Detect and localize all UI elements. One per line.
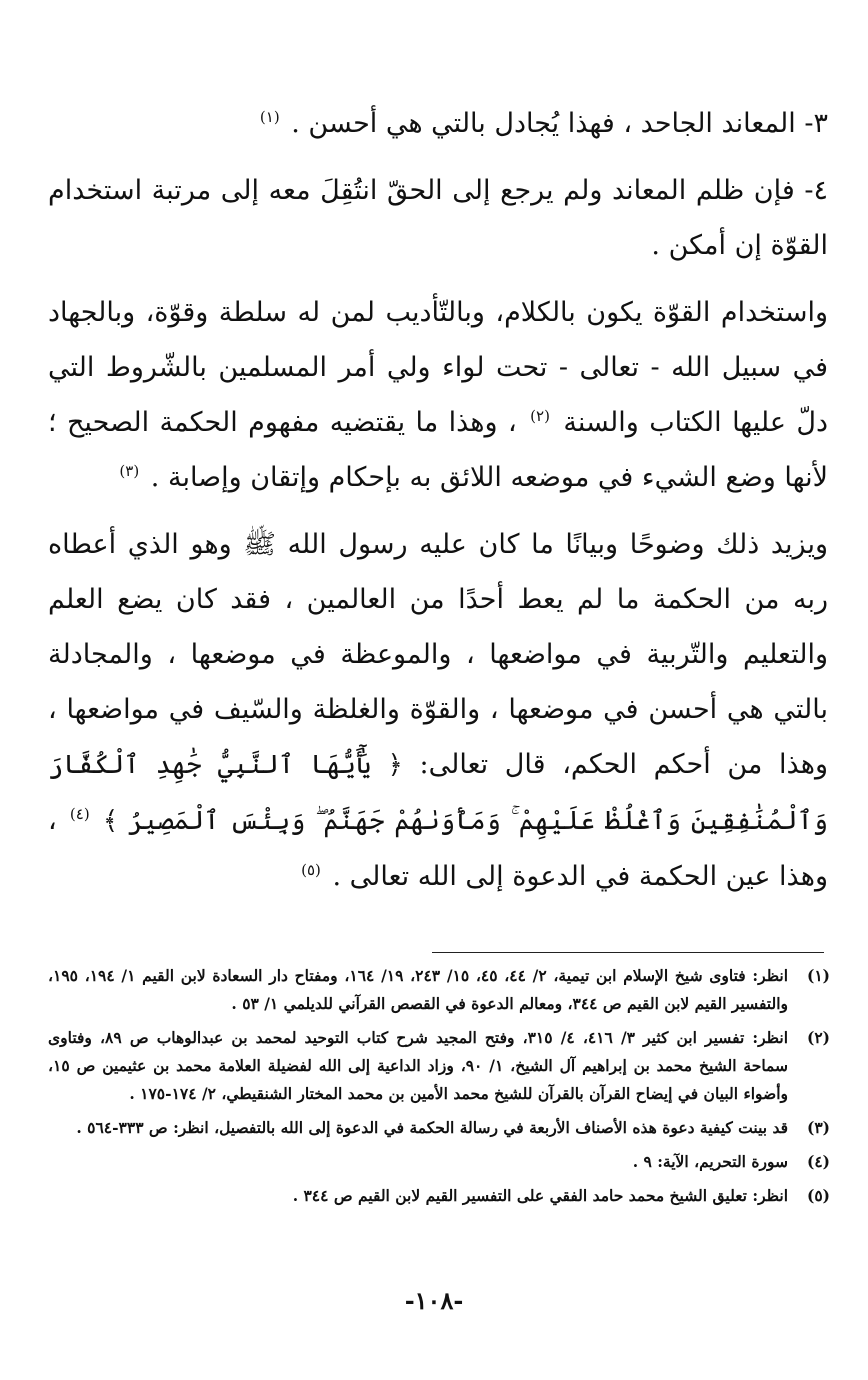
footnote-2	[48, 1024, 830, 1108]
footnote-3	[48, 1114, 830, 1142]
footnote-ref-2: (٢)	[530, 407, 550, 425]
footnote-number: (٥)	[806, 1186, 830, 1205]
page-number: -١٠٨-	[404, 1286, 464, 1315]
paragraph-3-text-b: ، وهذا ما يقتضيه مفهوم الحكمة الصحيح ؛ لأنها وضع الشيء في موضعه اللائق به بإحكام وإتقان وإصابة .	[48, 407, 828, 493]
footnote-text: انظر: تعليق الشيخ محمد حامد الفقي على التفسير القيم لابن القيم ص ٣٤٤ .	[292, 1186, 788, 1205]
paragraph-1	[48, 96, 828, 151]
footnote-number: (٣)	[806, 1118, 830, 1137]
footnote-1	[48, 962, 830, 1018]
quran-verse: ﴿ يَٰٓأَيُّهَا ٱلنَّبِيُّ جَٰهِدِ ٱلْكُفَّارَ وَٱلْمُنَٰفِقِينَ وَٱغْلُظْ عَلَيْهِمْ ۚ وَمَأْوَىٰهُمْ جَهَنَّمُ ۖ وَبِئْسَ ٱلْمَصِيرُ ﴾	[48, 750, 828, 836]
footnote-number: (٢)	[806, 1028, 830, 1047]
footnote-ref-1: (١)	[259, 108, 280, 126]
footnotes	[48, 962, 830, 1216]
footnote-separator	[432, 952, 824, 953]
main-text	[48, 96, 828, 904]
footnote-number: (١)	[806, 966, 830, 985]
paragraph-4	[48, 517, 828, 904]
footnote-text: انظر: تفسير ابن كثير ٣/ ٤١٦، ٤/ ٣١٥، وفتح المجيد شرح كتاب التوحيد لمحمد بن عبدالوهاب ص ٨٩، وفتاوى سماحة الشيخ محمد بن إبراهيم آل الشيخ، ١/ ٩٠، وزاد الداعية إلى الله لفضيلة العلامة محمد بن عثيمين ص ١٥، وأضواء البيان في إيضاح القرآن بالقرآن للشيخ محمد الأمين بن محمد المختار الشنقيطي، ٢/ ١٧٤-١٧٥ .	[48, 1028, 788, 1103]
paragraph-2-text: ٤- فإن ظلم المعاند ولم يرجع إلى الحقّ انتُقِلَ معه إلى مرتبة استخدام القوّة إن أمكن .	[48, 175, 828, 261]
footnote-text: انظر: فتاوى شيخ الإسلام ابن تيمية، ٢/ ٤٤، ٤٥، ١٥/ ٢٤٣، ١٩/ ١٦٤، ومفتاح دار السعادة لابن القيم ١/ ١٩٤، ١٩٥، والتفسير القيم لابن القيم ص ٣٤٤، ومعالم الدعوة في القصص القرآني للديلمي ١/ ٥٣ .	[48, 966, 789, 1013]
footnote-text: سورة التحريم، الآية: ٩ .	[632, 1152, 788, 1171]
paragraph-2	[48, 163, 828, 273]
footnote-ref-3: (٣)	[119, 462, 140, 480]
footnote-number: (٤)	[806, 1152, 830, 1171]
footnote-4	[48, 1148, 830, 1176]
footnote-5	[48, 1182, 830, 1210]
footnote-ref-5: (٥)	[301, 861, 321, 879]
footnote-ref-4: (٤)	[69, 805, 90, 823]
paragraph-3-text-a: واستخدام القوّة يكون بالكلام، وبالتّأديب لمن له سلطة وقوّة، وبالجهاد في سبيل الله - تعالى - تحت لواء ولي أمر المسلمين بالشّروط التي دلّ عليها الكتاب والسنة	[48, 297, 828, 438]
paragraph-3	[48, 285, 828, 505]
paragraph-4-text-a: ويزيد ذلك وضوحًا وبيانًا ما كان عليه رسول الله ﷺ وهو الذي أعطاه ربه من الحكمة ما لم يعط أحدًا من العالمين ، فقد كان يضع العلم والتعليم والتّربية في مواضعها ، والموعظة في موضعها ، والمجادلة بالتي هي أحسن في موضعها ، والقوّة والغلظة والسّيف في مواضعها ، وهذا من أحكم الحكم، قال تعالى:	[48, 529, 828, 780]
paragraph-1-text: ٣- المعاند الجاحد ، فهذا يُجادل بالتي هي أحسن .	[291, 108, 828, 139]
footnote-text: قد بينت كيفية دعوة هذه الأصناف الأربعة في رسالة الحكمة في الدعوة إلى الله بالتفصيل، انظر: ص ٣٣٣-٥٦٤ .	[76, 1118, 788, 1137]
paragraph-4-text-b: ، وهذا عين الحكمة في الدعوة إلى الله تعالى .	[48, 805, 828, 892]
